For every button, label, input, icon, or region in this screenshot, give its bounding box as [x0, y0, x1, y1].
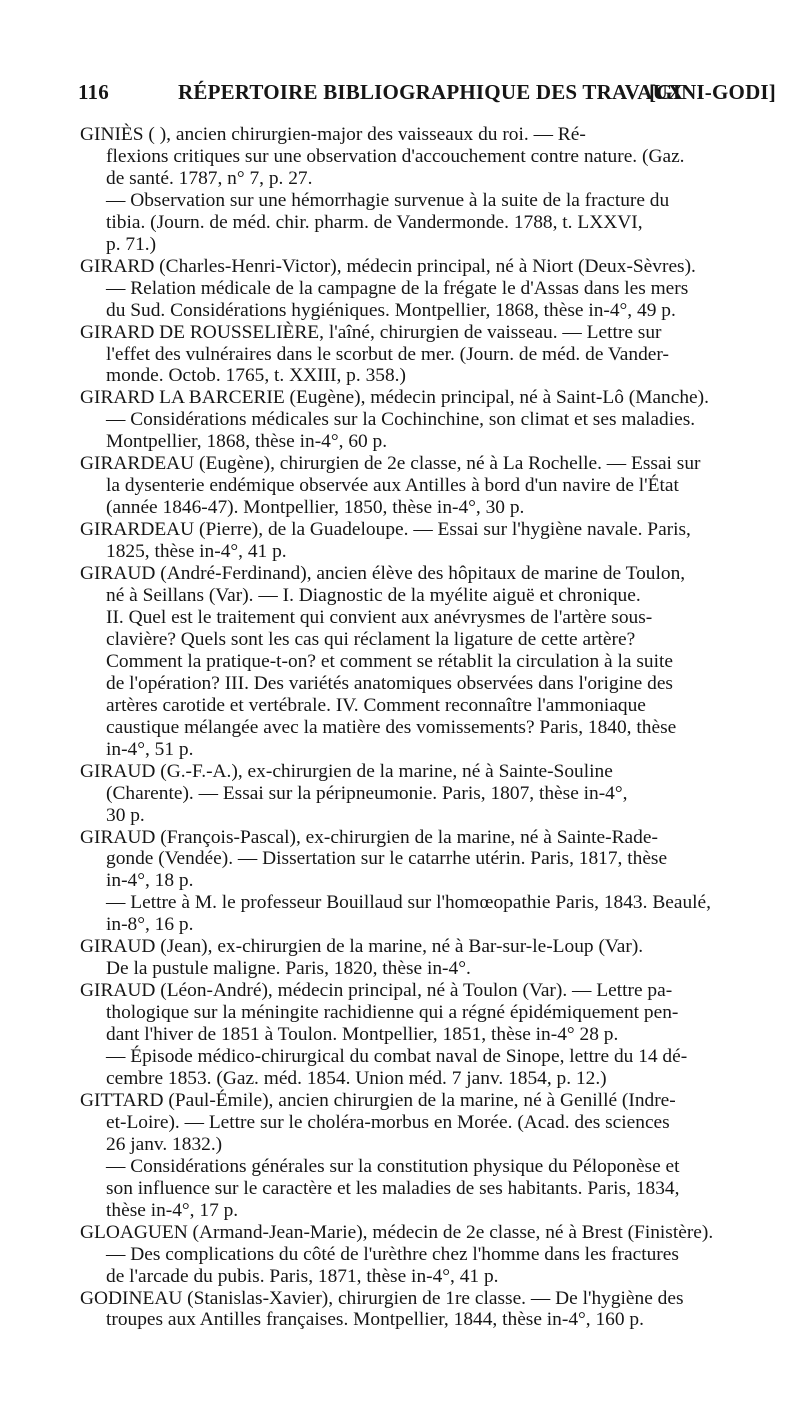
- entry-text-line: in-4°, 51 p.: [106, 738, 194, 760]
- entry-text-line: artères carotide et vertébrale. IV. Comment reconnaître l'ammoniaque: [106, 694, 646, 716]
- entry-text-line: l'effet des vulnéraires dans le scorbut de mer. (Journ. de méd. de Vander-: [106, 343, 669, 365]
- bibliography-entry: [80, 936, 780, 980]
- entry-heading-line: GIRAUD (François-Pascal), ex-chirurgien de la marine, né à Sainte-Rade-: [80, 826, 658, 848]
- entry-text-line: flexions critiques sur une observation d'accouchement contre nature. (Gaz.: [106, 145, 685, 167]
- entry-text-line: 30 p.: [106, 804, 145, 826]
- bibliography-entry: [80, 980, 780, 1090]
- page-number: 116: [78, 80, 109, 104]
- entry-text-line: — Lettre à M. le professeur Bouillaud sur l'homœopathie Paris, 1843. Beaulé,: [106, 892, 712, 914]
- entry-text-line: II. Quel est le traitement qui convient aux anévrysmes de l'artère sous-: [106, 606, 653, 628]
- bibliography-entry: [80, 322, 780, 388]
- bibliography-entry: [80, 1090, 780, 1222]
- bibliography-entry: [80, 124, 780, 256]
- entry-text-line: né à Seillans (Var). — I. Diagnostic de la myélite aiguë et chronique.: [106, 585, 641, 607]
- bibliography-entry: [80, 256, 780, 322]
- entry-text-line: de l'opération? III. Des variétés anatomiques observées dans l'origine des: [106, 672, 673, 694]
- entry-text-line: — Des complications du côté de l'urèthre chez l'homme dans les fractures: [106, 1243, 679, 1265]
- entry-heading-line: GIRAUD (Léon-André), médecin principal, né à Toulon (Var). — Lettre pa-: [80, 980, 673, 1002]
- entry-text-line: (Charente). — Essai sur la péripneumonie. Paris, 1807, thèse in-4°,: [106, 782, 628, 804]
- entry-text-line: son influence sur le caractère et les maladies de ses habitants. Paris, 1834,: [106, 1177, 680, 1199]
- entry-text-line: 1825, thèse in-4°, 41 p.: [106, 541, 287, 563]
- entry-text-line: caustique mélangée avec la matière des vomissements? Paris, 1840, thèse: [106, 716, 677, 738]
- entry-text-line: Montpellier, 1868, thèse in-4°, 60 p.: [106, 431, 388, 453]
- entry-text-line: de santé. 1787, n° 7, p. 27.: [106, 167, 313, 189]
- entry-text-line: Comment la pratique-t-on? et comment se rétablit la circulation à la suite: [106, 650, 673, 672]
- entry-heading-line: GIRARDEAU (Eugène), chirurgien de 2e classe, né à La Rochelle. — Essai sur: [80, 453, 701, 475]
- entry-text-line: (année 1846-47). Montpellier, 1850, thèse in-4°, 30 p.: [106, 497, 525, 519]
- entry-text-line: et-Loire). — Lettre sur le choléra-morbus en Morée. (Acad. des sciences: [106, 1111, 670, 1133]
- bibliography-entries: [80, 124, 780, 1331]
- entry-text-line: dant l'hiver de 1851 à Toulon. Montpellier, 1851, thèse in-4° 28 p.: [106, 1024, 619, 1046]
- entry-heading-line: GIRAUD (André-Ferdinand), ancien élève des hôpitaux de marine de Toulon,: [80, 563, 686, 585]
- entry-range: [GINI-GODI]: [648, 80, 776, 104]
- entry-text-line: gonde (Vendée). — Dissertation sur le catarrhe utérin. Paris, 1817, thèse: [106, 848, 668, 870]
- bibliography-entry: [80, 563, 780, 761]
- running-header: [78, 80, 778, 114]
- entry-text-line: — Relation médicale de la campagne de la frégate le d'Assas dans les mers: [106, 277, 689, 299]
- entry-text-line: cembre 1853. (Gaz. méd. 1854. Union méd. 7 janv. 1854, p. 12.): [106, 1067, 607, 1089]
- entry-text-line: thèse in-4°, 17 p.: [106, 1199, 239, 1221]
- entry-text-line: thologique sur la méningite rachidienne qui a régné épidémiquement pen-: [106, 1002, 679, 1024]
- bibliography-entry: [80, 519, 780, 563]
- entry-text-line: — Considérations générales sur la constitution physique du Péloponèse et: [106, 1155, 680, 1177]
- entry-heading-line: GIRARD LA BARCERIE (Eugène), médecin principal, né à Saint-Lô (Manche).: [80, 387, 709, 409]
- running-title: RÉPERTOIRE BIBLIOGRAPHIQUE DES TRAVAUX: [178, 80, 684, 104]
- entry-text-line: De la pustule maligne. Paris, 1820, thèse in-4°.: [106, 958, 471, 980]
- entry-heading-line: GIRAUD (G.-F.-A.), ex-chirurgien de la marine, né à Sainte-Souline: [80, 760, 613, 782]
- entry-text-line: — Considérations médicales sur la Cochinchine, son climat et ses maladies.: [106, 409, 696, 431]
- entry-text-line: de l'arcade du pubis. Paris, 1871, thèse in-4°, 41 p.: [106, 1265, 499, 1287]
- bibliography-entry: [80, 387, 780, 453]
- entry-text-line: p. 71.): [106, 233, 157, 255]
- entry-heading-line: GLOAGUEN (Armand-Jean-Marie), médecin de 2e classe, né à Brest (Finistère).: [80, 1221, 714, 1243]
- entry-text-line: troupes aux Antilles françaises. Montpellier, 1844, thèse in-4°, 160 p.: [106, 1309, 644, 1331]
- entry-heading-line: GODINEAU (Stanislas-Xavier), chirurgien de 1re classe. — De l'hygiène des: [80, 1287, 684, 1309]
- entry-heading-line: GINIÈS ( ), ancien chirurgien-major des vaisseaux du roi. — Ré-: [80, 124, 586, 145]
- entry-text-line: — Observation sur une hémorrhagie survenue à la suite de la fracture du: [106, 189, 670, 211]
- bibliography-entry: [80, 1222, 780, 1288]
- entry-text-line: in-4°, 18 p.: [106, 870, 194, 892]
- entry-text-line: — Épisode médico-chirurgical du combat naval de Sinope, lettre du 14 dé-: [106, 1046, 688, 1068]
- entry-text-line: la dysenterie endémique observée aux Antilles à bord d'un navire de l'État: [106, 475, 679, 497]
- bibliography-entry: [80, 761, 780, 827]
- bibliography-entry: [80, 827, 780, 937]
- entry-heading-line: GIRARD (Charles-Henri-Victor), médecin principal, né à Niort (Deux-Sèvres).: [80, 255, 696, 277]
- bibliography-entry: [80, 1288, 780, 1332]
- entry-heading-line: GIRARDEAU (Pierre), de la Guadeloupe. — Essai sur l'hygiène navale. Paris,: [80, 519, 691, 541]
- entry-heading-line: GITTARD (Paul-Émile), ancien chirurgien de la marine, né à Genillé (Indre-: [80, 1089, 676, 1111]
- entry-text-line: monde. Octob. 1765, t. XXIII, p. 358.): [106, 365, 406, 387]
- entry-text-line: tibia. (Journ. de méd. chir. pharm. de Vandermonde. 1788, t. LXXVI,: [106, 211, 643, 233]
- entry-heading-line: GIRARD DE ROUSSELIÈRE, l'aîné, chirurgien de vaisseau. — Lettre sur: [80, 321, 662, 343]
- bibliography-entry: [80, 453, 780, 519]
- entry-heading-line: GIRAUD (Jean), ex-chirurgien de la marine, né à Bar-sur-le-Loup (Var).: [80, 936, 644, 958]
- entry-text-line: du Sud. Considérations hygiéniques. Montpellier, 1868, thèse in-4°, 49 p.: [106, 299, 676, 321]
- entry-text-line: 26 janv. 1832.): [106, 1133, 223, 1155]
- entry-text-line: in-8°, 16 p.: [106, 914, 194, 936]
- entry-text-line: clavière? Quels sont les cas qui réclament la ligature de cette artère?: [106, 628, 636, 650]
